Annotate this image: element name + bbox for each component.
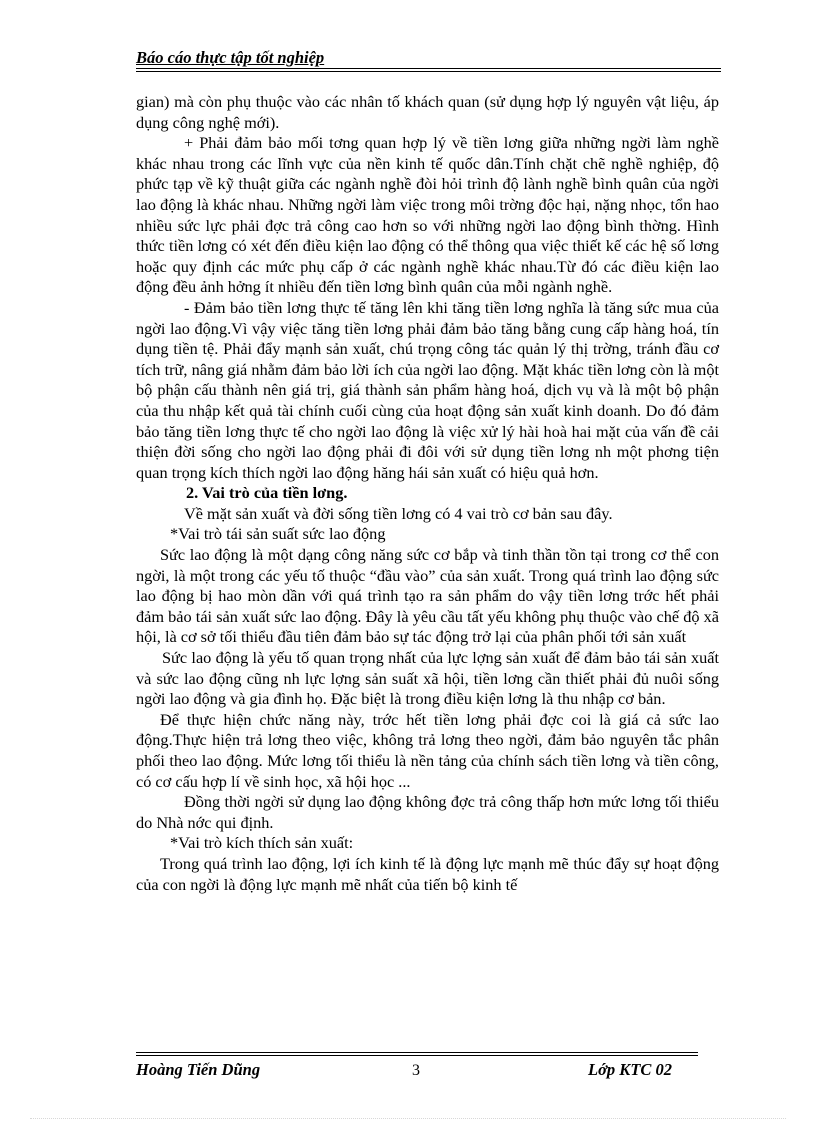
paragraph: Về mặt sản xuất và đời sống tiền lơng có 4 vai trò cơ bản sau đây. [184, 503, 613, 523]
footer-author: Hoàng Tiến Dũng [136, 1060, 261, 1079]
document-body [136, 92, 719, 895]
paragraph: Sức lao động là một dạng công năng sức cơ bắp và tinh thần tồn tại trong cơ thể con ngời, là một trong các yếu tố thuộc “đầu vào” của sản xuất. Trong quá trình lao động sức lao động bị hao mòn dần với quá trình tạo ra sản phẩm do vậy tiền lơng trớc hết phải đảm bảo tái sản xuất sức lao động. Đây là yêu cầu tất yếu không phụ thuộc vào chế độ xã hội, là cơ sở tối thiểu đầu tiên đảm bảo sự tác động trở lại của phân phối tới sản xuất [136, 545, 719, 647]
paragraph: Sức lao động là yếu tố quan trọng nhất của lực lợng sản xuất để đảm bảo tái sản xuất và sức lao động cũng nh lực lợng sản suất xã hội, tiền lơng cần thiết phải đủ nuôi sống ngời lao động và gia đình họ. Đặc biệt là trong điều kiện lơng là thu nhập cơ bản. [136, 648, 719, 709]
subheading: *Vai trò kích thích sản xuất: [170, 833, 354, 853]
header-rule [136, 68, 721, 69]
header-title: Báo cáo thực tập tốt nghiệp [136, 48, 325, 67]
footer-rule [136, 1052, 698, 1053]
page-header [136, 48, 721, 68]
paragraph: + Phải đảm bảo mối tơng quan hợp lý về tiền lơng giữa những ngời làm nghề khác nhau trong các lĩnh vực của nền kinh tế quốc dân.Tính chặt chẽ nghề nghiệp, độ phức tạp về kỹ thuật giữa các ngành nghề đòi hỏi trình độ lành nghề bình quân của ngời lao động là khác nhau. Những ngời làm việc trong môi trờng độc hại, nặng nhọc, tổn hao nhiều sức lực phải đợc trả công cao hơn so với những ngời lao động bình thờng. Hình thức tiền lơng có xét đến điều kiện lao động có thể thông qua việc thiết kế các hệ số lơng hoặc quy định các mức phụ cấp ở các ngành nghề khác nhau.Từ đó các điều kiện lao động đều ảnh hởng ít nhiều đến tiền lơng bình quân của mỗi ngành nghề. [136, 133, 719, 297]
paragraph: Để thực hiện chức năng này, trớc hết tiền lơng phải đợc coi là giá cả sức lao động.Thực hiện trả lơng theo việc, không trả lơng theo ngời, đảm bảo nguyên tắc phân phối theo lao động. Mức lơng tối thiểu là nền tảng của chính sách tiền lơng và tiền công, có cơ cấu hợp lí về sinh học, xã hội học ... [136, 709, 719, 791]
paragraph: Trong quá trình lao động, lợi ích kinh tế là động lực mạnh mẽ thúc đẩy sự hoạt động của con ngời là động lực mạnh mẽ nhất của tiến bộ kinh tế [136, 853, 719, 894]
section-heading: 2. Vai trò của tiền lơng. [186, 483, 348, 503]
subheading: *Vai trò tái sản suất sức lao động [170, 524, 386, 544]
header-rule-thin [136, 71, 721, 72]
paragraph: gian) mà còn phụ thuộc vào các nhân tố khách quan (sử dụng hợp lý nguyên vật liệu, áp dụng công nghệ mới). [136, 92, 719, 132]
footer-class: Lớp KTC 02 [588, 1060, 673, 1079]
paragraph: - Đảm bảo tiền lơng thực tế tăng lên khi tăng tiền lơng nghĩa là tăng sức mua của ngời lao động.Vì vậy việc tăng tiền lơng phải đảm bảo tăng bằng cung cấp hàng hoá, tín dụng tiền tệ. Phải đẩy mạnh sản xuất, chú trọng công tác quản lý thị trờng, tránh đầu cơ tích trữ, nâng giá nhằm đảm bảo lời ích của ngời lao động. Mặt khác tiền lơng còn là một bộ phận cấu thành nên giá trị, giá thành sản phẩm hàng hoá, dịch vụ và là một bộ phận của thu nhập kết quả tài chính cuối cùng của hoạt động sản xuất kinh doanh. Do đó đảm bảo tăng tiền lơng thực tế cho ngời lao động là việc xử lý hài hoà hai mặt của vấn đề cải thiện đời sống cho ngời lao động phải đi đôi với sử dụng tiền lơng nh một phơng tiện quan trọng kích thích ngời lao động hăng hái sản xuất có hiệu quả hơn. [136, 297, 719, 482]
paragraph: Đồng thời ngời sử dụng lao động không đợc trả công thấp hơn mức lơng tối thiểu do Nhà nớc qui định. [136, 792, 719, 832]
footer-rule-thin [136, 1055, 698, 1056]
page-bottom-border [30, 1118, 786, 1119]
page-number: 3 [412, 1062, 420, 1079]
